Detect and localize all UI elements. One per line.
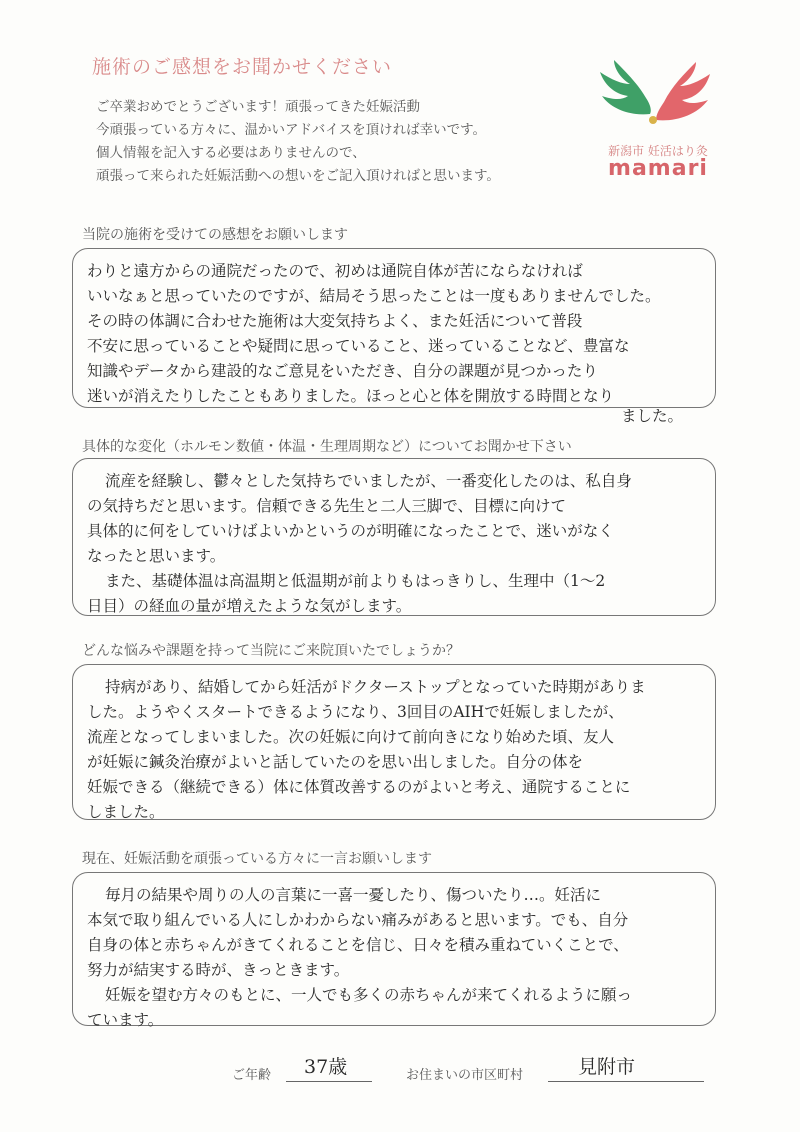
question-4-label: 現在、妊娠活動を頑張っている方々に一言お願いします bbox=[82, 851, 432, 867]
answer-1-box bbox=[72, 248, 716, 423]
answer-line: わりと遠方からの通院だったので、初めは通院自体が苦にならなければ bbox=[87, 262, 583, 280]
age-label: ご年齢 bbox=[232, 1068, 272, 1083]
intro-text bbox=[96, 96, 576, 188]
answer-line: 流産となってしまいました。次の妊娠に向けて前向きになり始めた頃、友人 bbox=[87, 728, 615, 746]
intro-line: 今頑張っている方々に、温かいアドバイスを頂ければ幸いです。 bbox=[96, 122, 487, 138]
answer-line: が妊娠に鍼灸治療がよいと話していたのを思い出しました。自分の体を bbox=[87, 753, 584, 771]
answer-line: 毎月の結果や周りの人の言葉に一喜一憂したり、傷ついたり…。妊活に bbox=[105, 886, 602, 904]
answer-line: なったと思います。 bbox=[87, 547, 226, 565]
answer-line: 具体的に何をしていけばよいかというのが明確になったことで、迷いがなく bbox=[87, 522, 614, 540]
answer-line: 本気で取り組んでいる人にしかわからない痛みがあると思います。でも、自分 bbox=[87, 911, 629, 929]
answer-line: 日目）の経血の量が増えたような気がします。 bbox=[87, 597, 412, 615]
clinic-logo bbox=[580, 58, 730, 188]
intro-line: 頑張って来られた妊娠活動への想いをご記入頂ければと思います。 bbox=[96, 168, 500, 184]
answer-line: の気持ちだと思います。信頼できる先生と二人三脚で、目標に向けて bbox=[87, 497, 566, 515]
question-2-label: 具体的な変化（ホルモン数値・体温・生理周期など）についてお聞かせ下さい bbox=[82, 439, 572, 455]
answer-line: 持病があり、結婚してから妊活がドクターストップとなっていた時期がありま bbox=[105, 678, 646, 696]
age-value: 37歳 bbox=[286, 1052, 372, 1082]
answer-line: 努力が結実する時が、きっときます。 bbox=[87, 961, 350, 979]
answer-line: 妊娠を望む方々のもとに、一人でも多くの赤ちゃんが来てくれるように願っ bbox=[105, 986, 633, 1004]
answer-4-box bbox=[72, 872, 716, 1029]
answer-3-box bbox=[72, 664, 716, 820]
answer-line: 自身の体と赤ちゃんがきてくれることを信じ、日々を積み重ねていくことで、 bbox=[87, 936, 629, 954]
answer-line: 知識やデータから建設的なご意見をいただき、自分の課題が見つかったり bbox=[87, 362, 598, 380]
question-1-label: 当院の施術を受けての感想をお願いします bbox=[82, 227, 348, 243]
intro-line: 個人情報を記入する必要はありませんので、 bbox=[96, 145, 366, 161]
answer-line: その時の体調に合わせた施術は大変気持ちよく、また妊活について普段 bbox=[87, 312, 583, 330]
answer-line: いいなぁと思っていたのですが、結局そう思ったことは一度もありませんでした。 bbox=[87, 287, 661, 305]
answer-line: 不安に思っていることや疑問に思っていること、迷っていることなど、豊富な bbox=[87, 337, 630, 355]
answer-line: 妊娠できる（継続できる）体に体質改善するのがよいと考え、通院することに bbox=[87, 778, 631, 796]
page-title: 施術のご感想をお聞かせください bbox=[92, 56, 393, 78]
intro-line: ご卒業おめでとうございます！頑張ってきた妊娠活動 bbox=[96, 99, 420, 115]
answer-line: 流産を経験し、鬱々とした気持ちでいましたが、一番変化したのは、私自身 bbox=[105, 472, 632, 490]
question-3-label: どんな悩みや課題を持って当院にご来院頂いたでしょうか？ bbox=[82, 643, 460, 659]
answer-line: した。ようやくスタートできるようになり、3回目のAIHで妊娠しましたが、 bbox=[87, 703, 624, 721]
answer-2-box bbox=[72, 458, 716, 616]
wings-icon bbox=[592, 58, 718, 138]
answer-line: ました。 bbox=[620, 409, 683, 423]
logo-subtitle: 新潟市 妊活はり灸 bbox=[608, 144, 708, 158]
answer-line: また、基礎体温は高温期と低温期が前よりもはっきりし、生理中（1〜2 bbox=[105, 572, 606, 590]
answer-line: しました。 bbox=[87, 803, 165, 821]
logo-name: mamari bbox=[608, 156, 708, 181]
city-value: 見附市 bbox=[548, 1052, 704, 1082]
answer-line: 迷いが消えたりしたこともありました。ほっと心と体を開放する時間となり bbox=[87, 387, 615, 405]
city-label: お住まいの市区町村 bbox=[406, 1068, 524, 1083]
answer-line: ています。 bbox=[87, 1011, 164, 1029]
